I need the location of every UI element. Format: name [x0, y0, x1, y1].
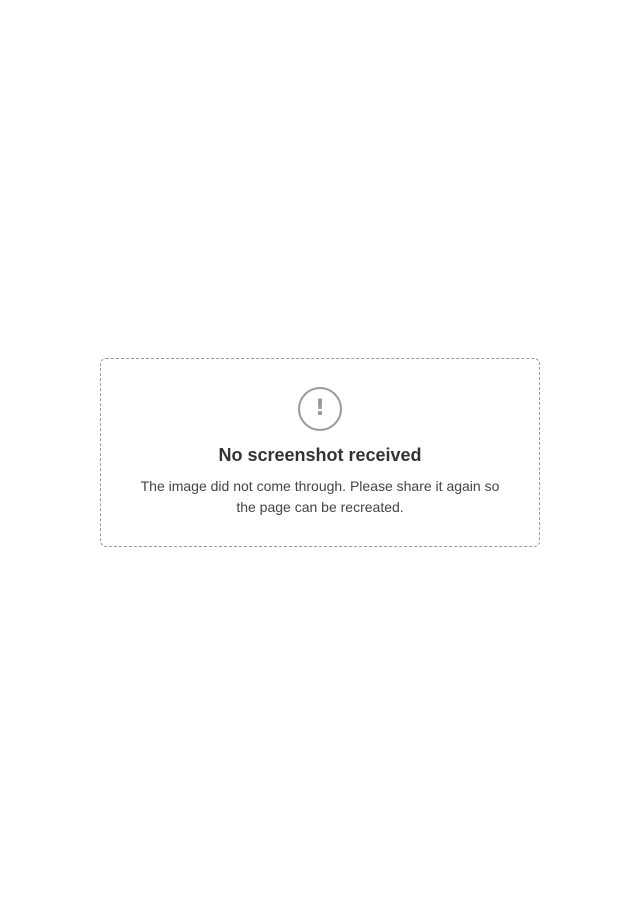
missing-image-notice [100, 358, 540, 547]
notice-title: No screenshot received [218, 445, 422, 465]
info-icon: ! [298, 387, 342, 431]
notice-message: The image did not come through. Please share it again so the page can be recreated. [140, 478, 500, 515]
